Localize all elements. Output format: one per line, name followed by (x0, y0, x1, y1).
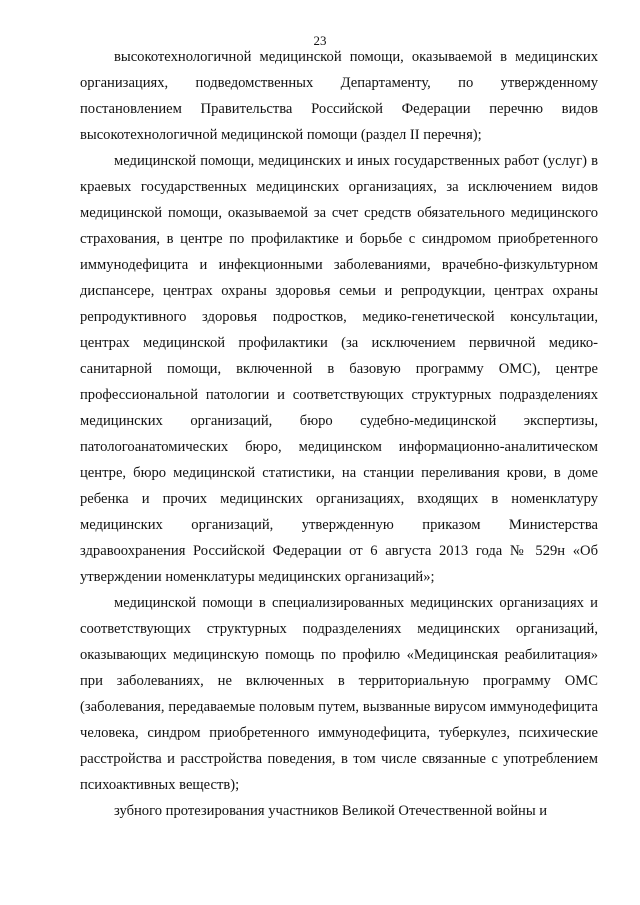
paragraph-state-works: медицинской помощи, медицинских и иных государственных работ (услуг) в краевых государственных медицинских организациях, за исключением видов медицинской помощи, оказываемой за счет средств обязательного медицинского страхования, в центре по профилактике и борьбе с синдромом приобретенного иммунодефицита и инфекционными заболеваниями, врачебно-физкультурном диспансере, центрах охраны здоровья семьи и репродукции, центрах охраны репродуктивного здоровья подростков, медико-генетической консультации, центрах медицинской профилактики (за исключением первичной медико-санитарной помощи, включенной в базовую программу ОМС), центре профессиональной патологии и соответствующих структурных подразделениях медицинских организаций, бюро судебно-медицинской экспертизы, патологоанатомических бюро, медицинском информационно-аналитическом центре, бюро медицинской статистики, на станции переливания крови, в доме ребенка и прочих медицинских организациях, входящих в номенклатуру медицинских организаций, утвержденную приказом Министерства здравоохранения Российской Федерации от 6 августа 2013 года № 529н «Об утверждении номенклатуры медицинских организаций»; (80, 153, 598, 585)
paragraph-rehabilitation: медицинской помощи в специализированных медицинских организациях и соответствующих структурных подразделениях медицинских организаций, оказывающих медицинскую помощь по профилю «Медицинская реабилитация» при заболеваниях, не включенных в территориальную программу ОМС (заболевания, передаваемые половым путем, вызванные вирусом иммунодефицита человека, синдром приобретенного иммунодефицита, туберкулез, психические расстройства и расстройства поведения, в том числе связанные с употреблением психоактивных веществ); (80, 595, 598, 793)
paragraph-high-tech-care: высокотехнологичной медицинской помощи, оказываемой в медицинских организациях, подведомственных Департаменту, по утвержденному постановлением Правительства Российской Федерации перечню видов высокотехнологичной медицинской помощи (раздел II перечня); (80, 49, 598, 143)
page-number: 23 (313, 33, 327, 48)
document-body (80, 44, 598, 824)
paragraph-dental-prosthetics: зубного протезирования участников Великой Отечественной войны и (114, 803, 548, 819)
